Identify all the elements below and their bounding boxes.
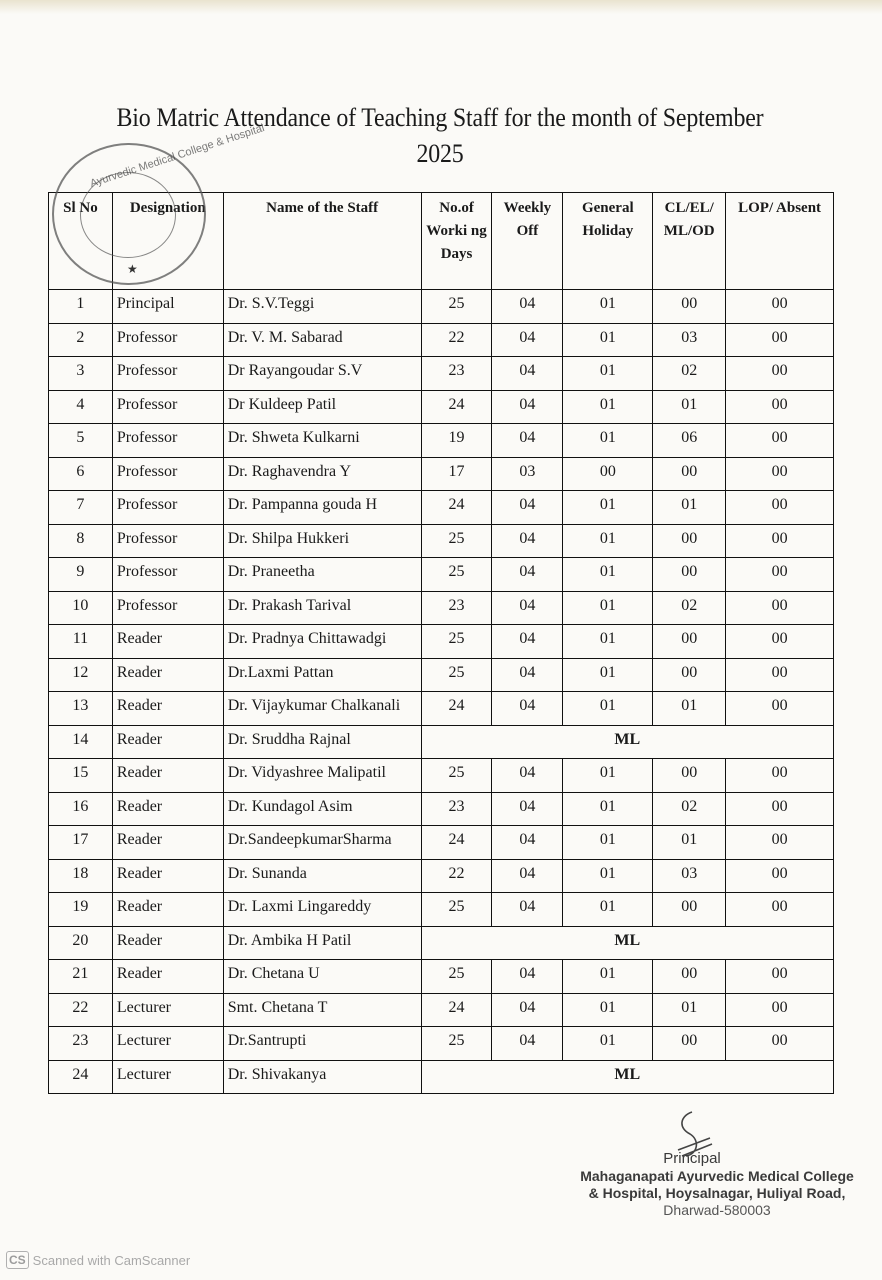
staff-name-cell: Dr. Raghavendra Y — [223, 457, 421, 491]
lop-absent-cell: 00 — [726, 524, 834, 558]
staff-name-cell: Dr. Vidyashree Malipatil — [223, 759, 421, 793]
header-sl-no: Sl No — [49, 193, 113, 290]
lop-absent-cell: 00 — [726, 625, 834, 659]
cl-el-ml-od-cell: 00 — [653, 658, 726, 692]
watermark-text: Scanned with CamScanner — [32, 1252, 191, 1268]
sl-no-cell: 20 — [49, 926, 113, 960]
staff-name-cell: Dr. S.V.Teggi — [223, 290, 421, 324]
working-days-cell: 25 — [421, 1027, 492, 1061]
working-days-cell: 25 — [421, 558, 492, 592]
staff-name-cell: Dr. Chetana U — [223, 960, 421, 994]
table-row — [49, 390, 834, 424]
working-days-cell: 23 — [421, 591, 492, 625]
table-row — [49, 457, 834, 491]
weekly-off-cell: 04 — [492, 1027, 563, 1061]
staff-name-cell: Dr. Ambika H Patil — [223, 926, 421, 960]
working-days-cell: 23 — [421, 792, 492, 826]
cl-el-ml-od-cell: 01 — [653, 390, 726, 424]
lop-absent-cell: 00 — [726, 290, 834, 324]
cl-el-ml-od-cell: 00 — [653, 759, 726, 793]
sl-no-cell: 15 — [49, 759, 113, 793]
lop-absent-cell: 00 — [726, 792, 834, 826]
lop-absent-cell: 00 — [726, 390, 834, 424]
weekly-off-cell: 04 — [492, 357, 563, 391]
sl-no-cell: 5 — [49, 424, 113, 458]
staff-name-cell: Dr. Shilpa Hukkeri — [223, 524, 421, 558]
weekly-off-cell: 04 — [492, 625, 563, 659]
working-days-cell: 24 — [421, 491, 492, 525]
header-name: Name of the Staff — [223, 193, 421, 290]
designation-cell: Reader — [112, 658, 223, 692]
table-row — [49, 591, 834, 625]
designation-cell: Reader — [112, 725, 223, 759]
designation-cell: Professor — [112, 491, 223, 525]
weekly-off-cell: 04 — [492, 993, 563, 1027]
table-row — [49, 1027, 834, 1061]
lop-absent-cell: 00 — [726, 457, 834, 491]
table-row — [49, 424, 834, 458]
signature-title: Principal — [663, 1150, 721, 1167]
weekly-off-cell: 04 — [492, 859, 563, 893]
sl-no-cell: 16 — [49, 792, 113, 826]
table-row — [49, 625, 834, 659]
working-days-cell: 25 — [421, 524, 492, 558]
table-row — [49, 357, 834, 391]
header-general-holiday: General Holiday — [563, 193, 653, 290]
designation-cell: Professor — [112, 591, 223, 625]
designation-cell: Reader — [112, 625, 223, 659]
lop-absent-cell: 00 — [726, 491, 834, 525]
weekly-off-cell: 04 — [492, 826, 563, 860]
header-cl-el-ml-od: CL/EL/ ML/OD — [653, 193, 726, 290]
weekly-off-cell: 04 — [492, 491, 563, 525]
general-holiday-cell: 01 — [563, 524, 653, 558]
staff-name-cell: Smt. Chetana T — [223, 993, 421, 1027]
table-row — [49, 792, 834, 826]
designation-cell: Reader — [112, 926, 223, 960]
cl-el-ml-od-cell: 00 — [653, 960, 726, 994]
table-row — [49, 926, 834, 960]
stamp-star-icon: ★ — [127, 262, 138, 276]
sl-no-cell: 3 — [49, 357, 113, 391]
designation-cell: Professor — [112, 424, 223, 458]
sl-no-cell: 7 — [49, 491, 113, 525]
cl-el-ml-od-cell: 00 — [653, 625, 726, 659]
lop-absent-cell: 00 — [726, 658, 834, 692]
signature-line-3: Dharwad-580003 — [663, 1202, 771, 1218]
staff-name-cell: Dr. Sruddha Rajnal — [223, 725, 421, 759]
staff-name-cell: Dr.Laxmi Pattan — [223, 658, 421, 692]
designation-cell: Lecturer — [112, 1060, 223, 1094]
cl-el-ml-od-cell: 00 — [653, 524, 726, 558]
designation-cell: Professor — [112, 524, 223, 558]
cl-el-ml-od-cell: 00 — [653, 1027, 726, 1061]
working-days-cell: 24 — [421, 826, 492, 860]
sl-no-cell: 9 — [49, 558, 113, 592]
general-holiday-cell: 01 — [563, 357, 653, 391]
working-days-cell: 25 — [421, 759, 492, 793]
header-designation: Designation — [112, 193, 223, 290]
sl-no-cell: 23 — [49, 1027, 113, 1061]
staff-name-cell: Dr Rayangoudar S.V — [223, 357, 421, 391]
weekly-off-cell: 04 — [492, 424, 563, 458]
sl-no-cell: 6 — [49, 457, 113, 491]
cl-el-ml-od-cell: 02 — [653, 792, 726, 826]
general-holiday-cell: 01 — [563, 323, 653, 357]
header-weekly-off: Weekly Off — [492, 193, 563, 290]
weekly-off-cell: 04 — [492, 524, 563, 558]
attendance-table — [48, 192, 834, 1094]
weekly-off-cell: 04 — [492, 390, 563, 424]
staff-name-cell: Dr. Shivakanya — [223, 1060, 421, 1094]
general-holiday-cell: 01 — [563, 290, 653, 324]
table-row — [49, 893, 834, 927]
staff-name-cell: Dr. V. M. Sabarad — [223, 323, 421, 357]
lop-absent-cell: 00 — [726, 692, 834, 726]
table-row — [49, 759, 834, 793]
working-days-cell: 17 — [421, 457, 492, 491]
cl-el-ml-od-cell: 01 — [653, 692, 726, 726]
lop-absent-cell: 00 — [726, 893, 834, 927]
working-days-cell: 25 — [421, 290, 492, 324]
lop-absent-cell: 00 — [726, 1027, 834, 1061]
working-days-cell: 25 — [421, 625, 492, 659]
working-days-cell: 24 — [421, 390, 492, 424]
sl-no-cell: 10 — [49, 591, 113, 625]
table-row — [49, 323, 834, 357]
staff-name-cell: Dr. Kundagol Asim — [223, 792, 421, 826]
designation-cell: Reader — [112, 859, 223, 893]
signature-line-2: & Hospital, Hoysalnagar, Huliyal Road, — [588, 1185, 846, 1201]
designation-cell: Reader — [112, 692, 223, 726]
working-days-cell: 24 — [421, 692, 492, 726]
cl-el-ml-od-cell: 03 — [653, 323, 726, 357]
designation-cell: Reader — [112, 893, 223, 927]
cl-el-ml-od-cell: 01 — [653, 491, 726, 525]
sl-no-cell: 22 — [49, 993, 113, 1027]
weekly-off-cell: 04 — [492, 591, 563, 625]
staff-name-cell: Dr. Praneetha — [223, 558, 421, 592]
designation-cell: Principal — [112, 290, 223, 324]
general-holiday-cell: 01 — [563, 893, 653, 927]
general-holiday-cell: 01 — [563, 390, 653, 424]
table-row — [49, 491, 834, 525]
working-days-cell: 22 — [421, 323, 492, 357]
lop-absent-cell: 00 — [726, 859, 834, 893]
general-holiday-cell: 01 — [563, 658, 653, 692]
sl-no-cell: 8 — [49, 524, 113, 558]
staff-name-cell: Dr. Prakash Tarival — [223, 591, 421, 625]
table-row — [49, 1060, 834, 1094]
sl-no-cell: 14 — [49, 725, 113, 759]
leave-status-cell: ML — [421, 725, 833, 759]
sl-no-cell: 19 — [49, 893, 113, 927]
table-row — [49, 859, 834, 893]
table-row — [49, 692, 834, 726]
table-body — [49, 290, 834, 1094]
general-holiday-cell: 01 — [563, 759, 653, 793]
general-holiday-cell: 01 — [563, 960, 653, 994]
weekly-off-cell: 04 — [492, 658, 563, 692]
lop-absent-cell: 00 — [726, 558, 834, 592]
cl-el-ml-od-cell: 01 — [653, 826, 726, 860]
lop-absent-cell: 00 — [726, 323, 834, 357]
sl-no-cell: 21 — [49, 960, 113, 994]
designation-cell: Professor — [112, 357, 223, 391]
weekly-off-cell: 04 — [492, 893, 563, 927]
cl-el-ml-od-cell: 01 — [653, 993, 726, 1027]
weekly-off-cell: 04 — [492, 759, 563, 793]
general-holiday-cell: 01 — [563, 792, 653, 826]
working-days-cell: 25 — [421, 658, 492, 692]
designation-cell: Professor — [112, 323, 223, 357]
working-days-cell: 22 — [421, 859, 492, 893]
cl-el-ml-od-cell: 00 — [653, 457, 726, 491]
staff-name-cell: Dr Kuldeep Patil — [223, 390, 421, 424]
sl-no-cell: 1 — [49, 290, 113, 324]
camscanner-watermark — [6, 1251, 190, 1269]
cl-el-ml-od-cell: 00 — [653, 290, 726, 324]
cl-el-ml-od-cell: 00 — [653, 558, 726, 592]
designation-cell: Reader — [112, 759, 223, 793]
working-days-cell: 25 — [421, 893, 492, 927]
cl-el-ml-od-cell: 02 — [653, 591, 726, 625]
designation-cell: Professor — [112, 457, 223, 491]
designation-cell: Lecturer — [112, 993, 223, 1027]
header-lop-absent: LOP/ Absent — [726, 193, 834, 290]
designation-cell: Professor — [112, 390, 223, 424]
sl-no-cell: 4 — [49, 390, 113, 424]
designation-cell: Reader — [112, 792, 223, 826]
cl-el-ml-od-cell: 03 — [653, 859, 726, 893]
designation-cell: Professor — [112, 558, 223, 592]
table-row — [49, 524, 834, 558]
general-holiday-cell: 01 — [563, 692, 653, 726]
leave-status-cell: ML — [421, 1060, 833, 1094]
general-holiday-cell: 01 — [563, 993, 653, 1027]
general-holiday-cell: 00 — [563, 457, 653, 491]
cl-el-ml-od-cell: 02 — [653, 357, 726, 391]
lop-absent-cell: 00 — [726, 357, 834, 391]
table-row — [49, 290, 834, 324]
leave-status-cell: ML — [421, 926, 833, 960]
staff-name-cell: Dr. Sunanda — [223, 859, 421, 893]
lop-absent-cell: 00 — [726, 591, 834, 625]
working-days-cell: 19 — [421, 424, 492, 458]
weekly-off-cell: 04 — [492, 558, 563, 592]
staff-name-cell: Dr. Shweta Kulkarni — [223, 424, 421, 458]
lop-absent-cell: 00 — [726, 424, 834, 458]
table-row — [49, 993, 834, 1027]
sl-no-cell: 18 — [49, 859, 113, 893]
staff-name-cell: Dr.Santrupti — [223, 1027, 421, 1061]
sl-no-cell: 12 — [49, 658, 113, 692]
header-working-days: No.of Worki ng Days — [421, 193, 492, 290]
cl-el-ml-od-cell: 06 — [653, 424, 726, 458]
weekly-off-cell: 04 — [492, 323, 563, 357]
designation-cell: Reader — [112, 960, 223, 994]
stamp-text: Ayurvedic Medical College & Hospital — [88, 122, 266, 190]
general-holiday-cell: 01 — [563, 491, 653, 525]
document-title — [72, 100, 808, 172]
weekly-off-cell: 04 — [492, 692, 563, 726]
lop-absent-cell: 00 — [726, 960, 834, 994]
general-holiday-cell: 01 — [563, 424, 653, 458]
general-holiday-cell: 01 — [563, 591, 653, 625]
sl-no-cell: 24 — [49, 1060, 113, 1094]
lop-absent-cell: 00 — [726, 826, 834, 860]
table-row — [49, 826, 834, 860]
sl-no-cell: 11 — [49, 625, 113, 659]
designation-cell: Lecturer — [112, 1027, 223, 1061]
title-line-2: 2025 — [416, 139, 464, 168]
camscanner-logo-icon: CS — [6, 1251, 29, 1269]
cl-el-ml-od-cell: 00 — [653, 893, 726, 927]
staff-name-cell: Dr. Vijaykumar Chalkanali — [223, 692, 421, 726]
lop-absent-cell: 00 — [726, 993, 834, 1027]
table-row — [49, 558, 834, 592]
weekly-off-cell: 04 — [492, 960, 563, 994]
lop-absent-cell: 00 — [726, 759, 834, 793]
general-holiday-cell: 01 — [563, 558, 653, 592]
table-row — [49, 725, 834, 759]
staff-name-cell: Dr.SandeepkumarSharma — [223, 826, 421, 860]
table-row — [49, 658, 834, 692]
weekly-off-cell: 04 — [492, 792, 563, 826]
general-holiday-cell: 01 — [563, 625, 653, 659]
title-line-1: Bio Matric Attendance of Teaching Staff for the month of September — [116, 103, 764, 132]
general-holiday-cell: 01 — [563, 859, 653, 893]
staff-name-cell: Dr. Pradnya Chittawadgi — [223, 625, 421, 659]
working-days-cell: 24 — [421, 993, 492, 1027]
sl-no-cell: 2 — [49, 323, 113, 357]
weekly-off-cell: 04 — [492, 290, 563, 324]
signature-line-1: Mahaganapati Ayurvedic Medical College — [580, 1168, 854, 1184]
working-days-cell: 25 — [421, 960, 492, 994]
staff-name-cell: Dr. Laxmi Lingareddy — [223, 893, 421, 927]
general-holiday-cell: 01 — [563, 826, 653, 860]
scan-edge — [0, 0, 882, 14]
sl-no-cell: 13 — [49, 692, 113, 726]
general-holiday-cell: 01 — [563, 1027, 653, 1061]
principal-signature-block — [552, 1150, 882, 1219]
table-row — [49, 960, 834, 994]
designation-cell: Reader — [112, 826, 223, 860]
sl-no-cell: 17 — [49, 826, 113, 860]
staff-name-cell: Dr. Pampanna gouda H — [223, 491, 421, 525]
working-days-cell: 23 — [421, 357, 492, 391]
weekly-off-cell: 03 — [492, 457, 563, 491]
